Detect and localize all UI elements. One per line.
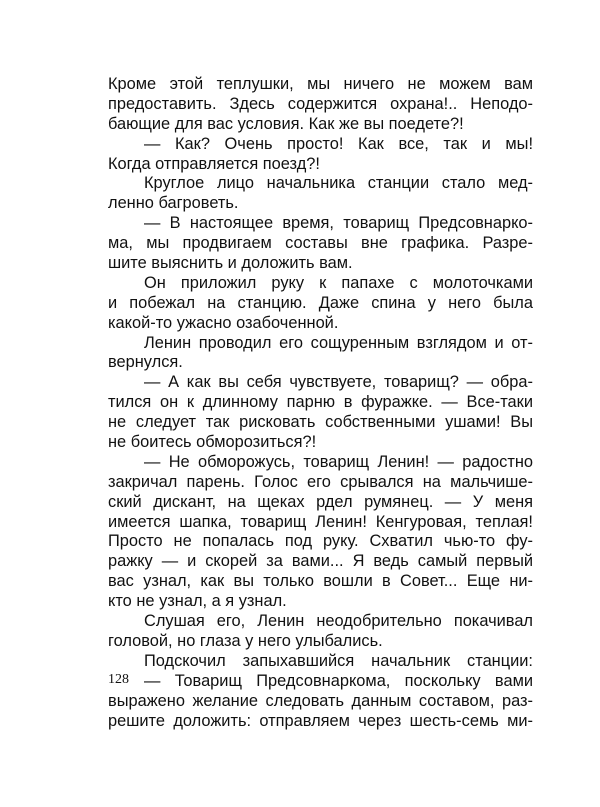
text-line: Круглое лицо начальника станции стало мед- [144, 174, 533, 193]
text-line: бающие для вас условия. Как же вы поедете?! [108, 114, 464, 133]
text-line: ский дискант, на щеках рдел румянец. — У меня [108, 492, 533, 511]
page-number: 128 [108, 672, 129, 687]
text-line: Он приложил руку к папахе с молоточками [144, 273, 533, 292]
text-line: Кроме этой теплушки, мы ничего не можем вам [108, 75, 533, 93]
text-line: тился он к длинному парню в фуражке. — Все-таки [108, 393, 533, 412]
text-line: шите выяснить и доложить вам. [108, 254, 353, 273]
text-line: — Как? Очень просто! Как все, так и мы! [144, 134, 533, 153]
text-line: предоставить. Здесь содержится охрана!.. Неподо- [108, 94, 533, 113]
text-line: какой-то ужасно озабоченной. [108, 313, 339, 332]
body-text [108, 75, 533, 731]
text-line: — Не обморожусь, товарищ Ленин! — радостно [144, 452, 533, 471]
text-line: выражено желание следовать данным составом, раз- [108, 691, 533, 710]
text-line: ленно багроветь. [108, 194, 239, 213]
text-line: вернулся. [108, 353, 183, 372]
text-line: и побежал на станцию. Даже спина у него была [108, 293, 533, 312]
text-line: — А как вы себя чувствуете, товарищ? — обра- [144, 373, 533, 392]
text-line: ражку — и скорей за вами... Я ведь самый первый [108, 552, 533, 571]
text-line: решите доложить: отправляем через шесть-семь ми- [108, 711, 533, 730]
text-line: не следует так рисковать собственными ушами! Вы [108, 413, 533, 432]
text-line: имеется шапка, товарищ Ленин! Кенгуровая, теплая! [108, 512, 533, 531]
text-line: закричал парень. Голос его срывался на мальчише- [108, 472, 533, 491]
text-line: вас узнал, как вы только вошли в Совет... Еще ни- [108, 572, 533, 591]
text-line: — В настоящее время, товарищ Предсовнарко- [144, 214, 533, 233]
text-line: Подскочил запыхавшийся начальник станции: [144, 651, 533, 670]
text-line: Слушая его, Ленин неодобрительно покачивал [144, 612, 533, 631]
text-line: не боитесь обморозиться?! [108, 433, 317, 452]
text-line: ма, мы продвигаем составы вне графика. Разре- [108, 234, 533, 253]
text-line: Когда отправляется поезд?! [108, 154, 320, 173]
text-line: Ленин проводил его сощуренным взглядом и от- [144, 333, 533, 352]
text-line: головой, но глаза у него улыбались. [108, 631, 383, 650]
text-line: кто не узнал, а я узнал. [108, 592, 287, 611]
text-line: — Товарищ Предсовнаркома, поскольку вами [144, 671, 533, 690]
text-line: Просто не попалась под руку. Схватил чью-то фу- [108, 532, 533, 551]
